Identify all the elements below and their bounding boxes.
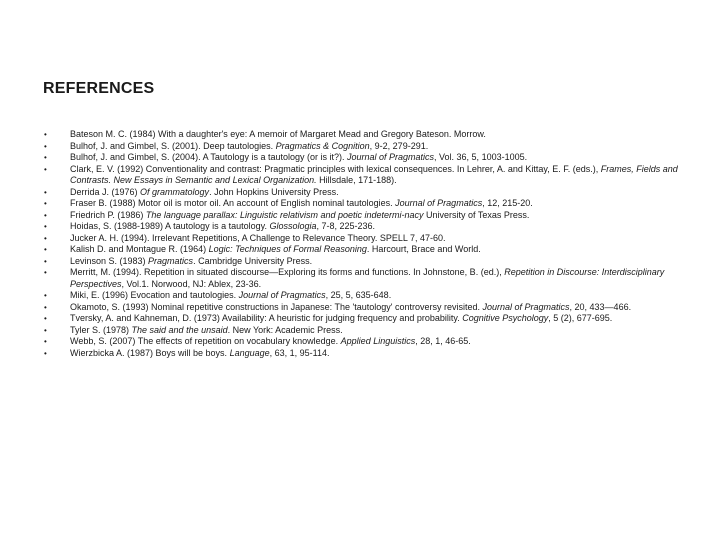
reference-text: Miki, E. (1996) Evocation and tautologies. <box>70 290 239 300</box>
reference-text: University of Texas Press. <box>423 209 530 220</box>
reference-source-title: Logic: Techniques of Formal Reasoning <box>208 244 367 254</box>
reference-text: , 28, 1, 46-65. <box>415 336 471 346</box>
bullet-icon: • <box>44 348 47 358</box>
reference-item <box>44 210 684 222</box>
reference-text: Bulhof, J. and Gimbel, S. (2001). Deep tautologies. <box>70 140 276 151</box>
reference-text: , 20, 433—466. <box>569 301 632 312</box>
reference-text: Bulhof, J. and Gimbel, S. (2004). A Tautology is a tautology (or is it?). <box>70 152 347 162</box>
reference-item <box>44 302 684 314</box>
reference-item <box>44 129 684 141</box>
reference-source-title: Journal of Pragmatics <box>238 290 326 300</box>
reference-text: , 12, 215-20. <box>482 198 533 208</box>
reference-text: Jucker A. H. (1994). Irrelevant Repetitions, A Challenge to Relevance Theory. SPELL 7, 47-60. <box>70 232 446 243</box>
bullet-icon: • <box>44 164 47 174</box>
bullet-icon: • <box>44 199 47 208</box>
reference-text: . Cambridge University Press. <box>193 255 313 266</box>
reference-text: . John Hopkins University Press. <box>209 186 339 197</box>
reference-item <box>44 187 684 199</box>
reference-text: Okamoto, S. (1993) Nominal repetitive constructions in Japanese: The 'tautology' controversy revisited. <box>70 301 483 312</box>
reference-source-title: Journal of Pragmatics <box>482 301 570 312</box>
reference-text: Clark, E. V. (1992) Conventionality and contrast: Pragmatic principles with lexical consequences. In Lehrer, A. and Kittay, E. F. (eds.), <box>70 163 601 174</box>
reference-source-title: Repetition in Discourse: Interdisciplinary Perspectives <box>70 267 665 289</box>
reference-source-title: Applied Linguistics <box>340 336 416 346</box>
reference-text: , 25, 5, 635-648. <box>325 290 392 300</box>
bullet-icon: • <box>44 302 47 312</box>
reference-text: Wierzbicka A. (1987) Boys will be boys. <box>70 347 230 358</box>
reference-text: , 5 (2), 677-695. <box>548 313 613 323</box>
reference-source-title: Of grammatology <box>140 186 210 197</box>
reference-text: , 63, 1, 95-114. <box>269 347 330 358</box>
reference-source-title: The language parallax: Linguistic relativism and poetic indetermi-nacy <box>145 209 424 220</box>
reference-source-title: Glossologia <box>269 221 317 231</box>
reference-source-title: Journal of Pragmatics <box>346 152 435 162</box>
bullet-icon: • <box>44 314 47 323</box>
bullet-icon: • <box>44 153 47 162</box>
reference-text: Fraser B. (1988) Motor oil is motor oil. An account of English nominal tautologies. <box>70 198 396 208</box>
bullet-icon: • <box>44 245 47 254</box>
bullet-icon: • <box>44 130 47 139</box>
reference-source-title: Language <box>229 347 270 358</box>
reference-text: Webb, S. (2007) The effects of repetition on vocabulary knowledge. <box>70 336 341 346</box>
reference-source-title: Journal of Pragmatics <box>395 198 483 208</box>
reference-text: Derrida J. (1976) <box>70 186 141 197</box>
page-title: REFERENCES <box>43 80 155 97</box>
reference-text: . New York: Academic Press. <box>227 324 343 335</box>
reference-item <box>44 141 684 153</box>
reference-source-title: Frames, Fields and Contrasts. New Essays in Semantic and Lexical Organization. <box>70 163 678 185</box>
reference-item <box>44 198 684 210</box>
reference-item <box>44 325 684 337</box>
reference-text: . Harcourt, Brace and World. <box>366 244 481 254</box>
bullet-icon: • <box>44 291 47 300</box>
reference-item <box>44 336 684 348</box>
reference-text: Kalish D. and Montague R. (1964) <box>70 244 209 254</box>
reference-item <box>44 233 684 245</box>
reference-text: Tyler S. (1978) <box>70 324 132 335</box>
bullet-icon: • <box>44 256 47 266</box>
reference-item <box>44 256 684 268</box>
reference-item <box>44 244 684 256</box>
reference-text: Hoidas, S. (1988-1989) A tautology is a tautology. <box>70 221 270 231</box>
bullet-icon: • <box>44 141 47 151</box>
reference-text: , Vol.1. Norwood, NJ: Ablex, 23-36. <box>121 278 262 289</box>
reference-item <box>44 290 684 302</box>
reference-source-title: Pragmatics & Cognition <box>275 140 370 151</box>
reference-item <box>44 348 684 360</box>
reference-source-title: Pragmatics <box>148 255 194 266</box>
reference-item <box>44 152 684 164</box>
reference-text: , Vol. 36, 5, 1003-1005. <box>434 152 528 162</box>
reference-text: Merritt, M. (1994). Repetition in situated discourse—Exploring its forms and functions. In Johnstone, B. (ed.), <box>70 267 505 277</box>
reference-item <box>44 164 684 187</box>
bullet-icon: • <box>44 233 47 243</box>
reference-source-title: The said and the unsaid <box>131 324 228 335</box>
bullet-icon: • <box>44 268 47 277</box>
reference-text: Bateson M. C. (1984) With a daughter's eye: A memoir of Margaret Mead and Gregory Bateson. Morrow. <box>70 129 486 139</box>
reference-item <box>44 221 684 233</box>
reference-list <box>44 129 684 359</box>
bullet-icon: • <box>44 337 47 346</box>
reference-source-title: Cognitive Psychology <box>462 313 549 323</box>
reference-text: Levinson S. (1983) <box>70 255 149 266</box>
bullet-icon: • <box>44 187 47 197</box>
reference-text: Hillsdale, 171-188). <box>316 175 397 185</box>
bullet-icon: • <box>44 210 47 220</box>
reference-text: Friedrich P. (1986) <box>70 209 146 220</box>
bullet-icon: • <box>44 222 47 231</box>
reference-text: , 9-2, 279-291. <box>369 140 429 151</box>
reference-item <box>44 313 684 325</box>
bullet-icon: • <box>44 325 47 335</box>
reference-item <box>44 267 684 290</box>
reference-text: Tversky, A. and Kahneman, D. (1973) Availability: A heuristic for judging frequency and probability. <box>70 313 463 323</box>
reference-text: , 7-8, 225-236. <box>316 221 376 231</box>
